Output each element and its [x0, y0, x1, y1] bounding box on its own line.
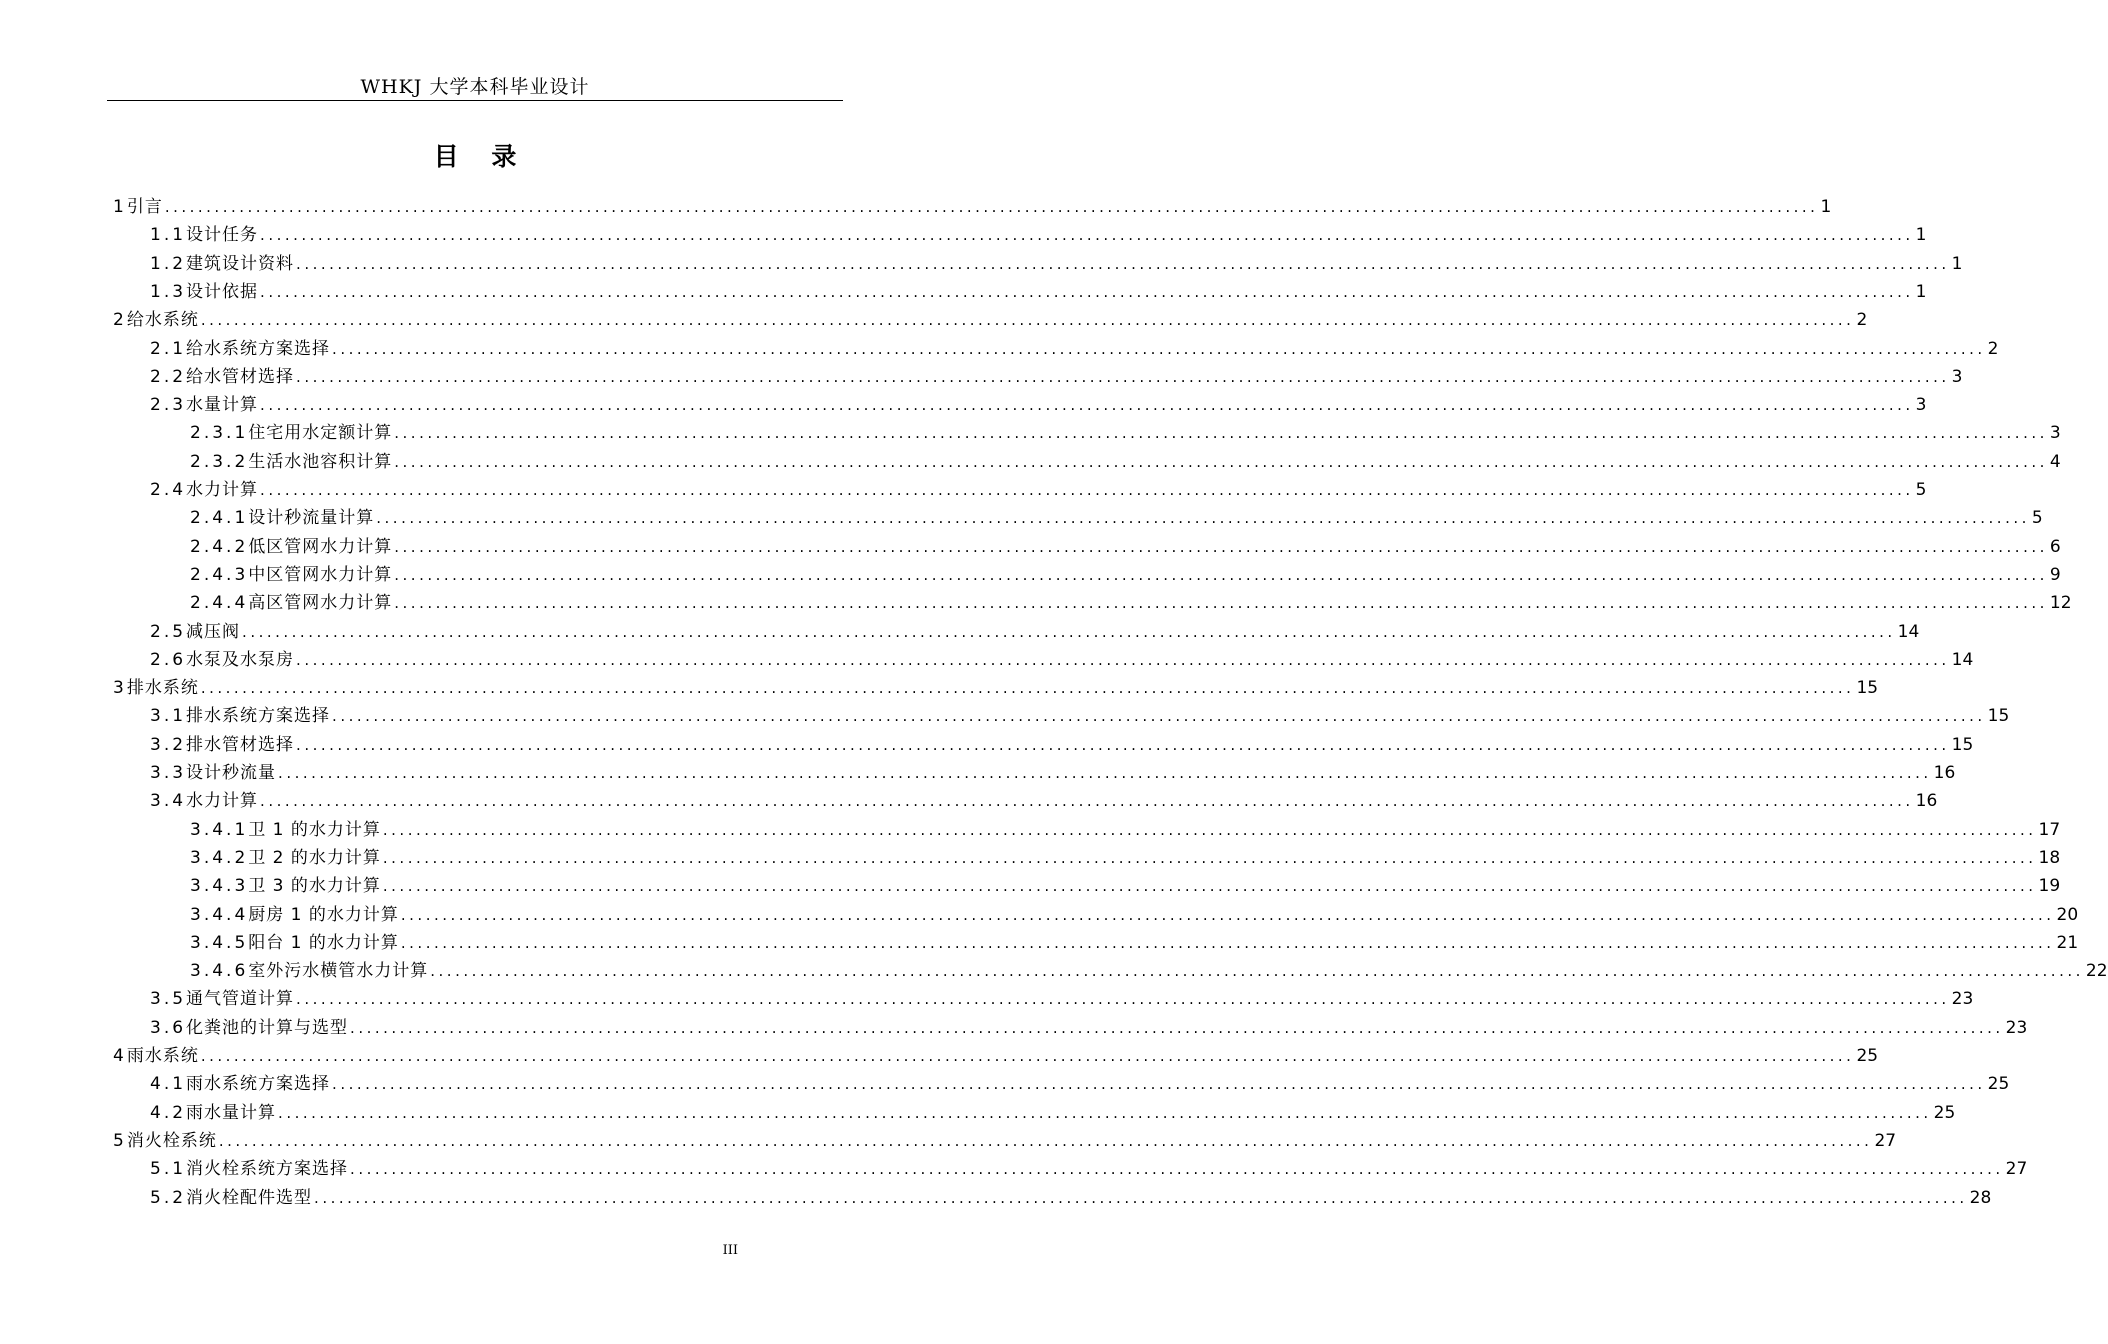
toc-dot-leader: ........................................................................................................................................................................................................: [260, 226, 1914, 245]
toc-entry-number: 2.4.2: [190, 536, 249, 557]
toc-entry-title: 水泵及水泵房: [186, 649, 295, 670]
toc-entry-page: 28: [1969, 1187, 1992, 1208]
toc-entry[interactable]: [190, 872, 2061, 900]
toc-entry[interactable]: [150, 250, 1963, 278]
toc-entry[interactable]: [150, 476, 1927, 504]
toc-dot-leader: ........................................................................................................................................................................................................: [382, 820, 2037, 839]
toc-entry-page: 9: [2049, 564, 2061, 585]
toc-entry-number: 2: [113, 310, 127, 331]
toc-dot-leader: ........................................................................................................................................................................................................: [350, 1018, 2004, 1037]
toc-entry[interactable]: [150, 335, 1999, 363]
toc-entry-number: 3.3: [150, 763, 187, 783]
toc-entry-number: 2.4.4: [190, 593, 249, 614]
toc-entry-title: 雨水系统: [126, 1046, 199, 1066]
toc-dot-leader: ........................................................................................................................................................................................................: [350, 1160, 2004, 1179]
toc-entry-page: 25: [1856, 1046, 1879, 1066]
toc-title: 目 录: [433, 142, 529, 171]
toc-entry[interactable]: [150, 702, 2010, 730]
toc-dot-leader: ........................................................................................................................................................................................................: [332, 1075, 1986, 1094]
toc-entry-page: 2: [1856, 310, 1868, 331]
toc-entry-page: 2: [1987, 338, 1999, 359]
toc-entry[interactable]: [113, 306, 1868, 334]
toc-entry-number: 1.3: [150, 281, 187, 302]
toc-entry-number: 4.1: [150, 1074, 187, 1095]
toc-entry-title: 设计秒流量: [186, 763, 277, 783]
toc-entry-page: 17: [2038, 819, 2061, 840]
toc-dot-leader: ........................................................................................................................................................................................................: [296, 735, 1950, 754]
toc-entry-title: 卫 1 的水力计算: [248, 819, 381, 840]
toc-entry-page: 21: [2056, 932, 2079, 953]
toc-dot-leader: ........................................................................................................................................................................................................: [394, 424, 2048, 443]
toc-entry-title: 消火栓系统方案选择: [186, 1159, 349, 1180]
toc-entry-number: 3.4: [150, 791, 187, 812]
toc-entry-page: 22: [2085, 961, 2108, 982]
toc-entry-page: 4: [2049, 451, 2061, 472]
toc-entry-page: 27: [2005, 1159, 2028, 1180]
toc-entry-title: 给水系统: [126, 310, 199, 331]
toc-entry[interactable]: [190, 816, 2061, 844]
toc-entry-number: 3.6: [150, 1017, 187, 1038]
toc-dot-leader: ........................................................................................................................................................................................................: [278, 764, 1932, 782]
toc-entry[interactable]: [150, 221, 1927, 249]
toc-entry-page: 20: [2056, 904, 2079, 925]
toc-entry-page: 27: [1874, 1130, 1897, 1151]
toc-entry-page: 5: [1915, 480, 1927, 500]
toc-entry-page: 3: [1915, 395, 1927, 416]
toc-entry-number: 5: [113, 1130, 127, 1151]
toc-dot-leader: ........................................................................................................................................................................................................: [200, 1047, 1855, 1065]
toc-entry[interactable]: [150, 1184, 1992, 1212]
toc-entry-title: 排水系统: [126, 678, 199, 699]
toc-dot-leader: ........................................................................................................................................................................................................: [430, 962, 2084, 981]
toc-entry[interactable]: [113, 193, 1832, 221]
toc-entry-page: 1: [1915, 281, 1927, 302]
toc-entry-number: 4: [113, 1046, 127, 1066]
toc-dot-leader: ........................................................................................................................................................................................................: [376, 509, 2030, 528]
toc-entry-page: 3: [1951, 366, 1963, 387]
toc-entry-number: 2.3: [150, 395, 187, 416]
toc-entry-page: 23: [1951, 989, 1974, 1010]
toc-entry[interactable]: [150, 363, 1963, 391]
toc-entry-title: 雨水量计算: [186, 1102, 277, 1123]
toc-entry-number: 4.2: [150, 1102, 187, 1123]
toc-entry-title: 消火栓配件选型: [186, 1187, 313, 1208]
toc-entry-title: 厨房 1 的水力计算: [248, 904, 399, 925]
toc-dot-leader: ........................................................................................................................................................................................................: [400, 905, 2055, 924]
toc-entry-page: 15: [1987, 706, 2010, 727]
toc-entry[interactable]: [150, 1014, 2028, 1042]
toc-entry-number: 3.4.6: [190, 961, 249, 982]
toc-entry-page: 1: [1915, 225, 1927, 246]
toc-entry[interactable]: [190, 844, 2061, 872]
toc-entry-page: 25: [1987, 1074, 2010, 1095]
toc-entry-number: 3.1: [150, 706, 187, 727]
toc-entry-page: 1: [1951, 253, 1963, 274]
toc-entry-title: 设计依据: [186, 281, 259, 302]
toc-dot-leader: ........................................................................................................................................................................................................: [200, 311, 1855, 330]
toc-entry-number: 3.2: [150, 734, 187, 755]
toc-entry-title: 高区管网水力计算: [248, 593, 393, 614]
toc-entry-number: 2.6: [150, 649, 187, 670]
toc-entry-title: 水力计算: [186, 480, 259, 500]
toc-entry-title: 卫 2 的水力计算: [248, 847, 381, 868]
toc-entry-title: 阳台 1 的水力计算: [248, 932, 399, 953]
toc-entry[interactable]: [190, 533, 2061, 561]
toc-entry-title: 卫 3 的水力计算: [248, 876, 381, 897]
toc-dot-leader: ........................................................................................................................................................................................................: [296, 254, 1950, 273]
toc-entry-title: 建筑设计资料: [186, 253, 295, 274]
toc-dot-leader: ........................................................................................................................................................................................................: [296, 650, 1950, 669]
toc-entry-title: 减压阀: [186, 621, 241, 642]
toc-entry-title: 排水系统方案选择: [186, 706, 331, 727]
toc-entry-title: 引言: [126, 197, 163, 217]
toc-entry-number: 1.1: [150, 225, 187, 246]
toc-dot-leader: ........................................................................................................................................................................................................: [394, 594, 2048, 613]
toc-entry[interactable]: [190, 419, 2061, 447]
toc-entry-number: 2.2: [150, 366, 187, 387]
toc-entry-number: 2.5: [150, 621, 187, 642]
toc-entry[interactable]: [190, 929, 2079, 957]
toc-entry-number: 1.2: [150, 253, 187, 274]
toc-dot-leader: ........................................................................................................................................................................................................: [164, 198, 1819, 216]
toc-entry-title: 住宅用水定额计算: [248, 423, 393, 444]
toc-entry-title: 化粪池的计算与选型: [186, 1017, 349, 1038]
toc-entry-page: 16: [1915, 791, 1938, 812]
toc-dot-leader: ........................................................................................................................................................................................................: [260, 282, 1914, 301]
toc-entry-title: 水量计算: [186, 395, 259, 416]
toc-dot-leader: ........................................................................................................................................................................................................: [260, 396, 1914, 415]
header-rule: [107, 100, 843, 101]
toc-entry[interactable]: [190, 901, 2079, 929]
toc-entry-page: 19: [2038, 876, 2061, 897]
toc-entry-page: 14: [1897, 621, 1920, 642]
page-number: III: [722, 1243, 738, 1258]
toc-dot-leader: ........................................................................................................................................................................................................: [242, 622, 1896, 641]
toc-entry[interactable]: [113, 1042, 1879, 1070]
toc-entry[interactable]: [150, 759, 1956, 787]
toc-entry[interactable]: [190, 561, 2061, 589]
toc-entry-number: 3.4.1: [190, 819, 249, 840]
toc-entry[interactable]: [150, 278, 1927, 306]
toc-entry-number: 3.4.4: [190, 904, 249, 925]
toc-dot-leader: ........................................................................................................................................................................................................: [278, 1103, 1932, 1122]
toc-entry-number: 2.3.1: [190, 423, 249, 444]
toc-entry[interactable]: [190, 448, 2061, 476]
toc-entry-title: 给水系统方案选择: [186, 338, 331, 359]
running-header: WHKJ 大学本科毕业设计: [360, 76, 590, 98]
toc-dot-leader: ........................................................................................................................................................................................................: [382, 848, 2037, 867]
toc-entry-number: 3.4.5: [190, 932, 249, 953]
toc-dot-leader: ........................................................................................................................................................................................................: [218, 1131, 1873, 1150]
toc-entry-page: 18: [2038, 847, 2061, 868]
toc-entry-number: 3.5: [150, 989, 187, 1010]
toc-dot-leader: ........................................................................................................................................................................................................: [332, 707, 1986, 726]
toc-entry-number: 2.4.1: [190, 508, 249, 529]
toc-entry-page: 12: [2049, 593, 2072, 614]
toc-dot-leader: ........................................................................................................................................................................................................: [314, 1188, 1968, 1207]
toc-dot-leader: ........................................................................................................................................................................................................: [400, 933, 2055, 952]
toc-entry[interactable]: [113, 674, 1879, 702]
toc-entry-page: 25: [1933, 1102, 1956, 1123]
toc-entry-number: 5.1: [150, 1159, 187, 1180]
toc-entry-page: 1: [1820, 197, 1832, 217]
toc-entry[interactable]: [150, 618, 1920, 646]
toc-entry-title: 雨水系统方案选择: [186, 1074, 331, 1095]
toc-entry-page: 15: [1856, 678, 1879, 699]
toc-dot-leader: ........................................................................................................................................................................................................: [200, 679, 1855, 698]
toc-entry-title: 给水管材选择: [186, 366, 295, 387]
toc-entry-title: 室外污水横管水力计算: [248, 961, 429, 982]
toc-entry-number: 3.4.3: [190, 876, 249, 897]
toc-entry-title: 中区管网水力计算: [248, 564, 393, 585]
toc-entry-title: 水力计算: [186, 791, 259, 812]
toc-entry-number: 3: [113, 678, 127, 699]
toc-entry-number: 1: [113, 197, 127, 217]
toc-entry-title: 低区管网水力计算: [248, 536, 393, 557]
toc-entry-page: 5: [2031, 508, 2043, 529]
toc-entry-page: 23: [2005, 1017, 2028, 1038]
toc-dot-leader: ........................................................................................................................................................................................................: [260, 792, 1914, 811]
toc-entry-title: 通气管道计算: [186, 989, 295, 1010]
toc-entry-page: 3: [2049, 423, 2061, 444]
toc-entry-page: 6: [2049, 536, 2061, 557]
toc-entry[interactable]: [150, 1070, 2010, 1098]
toc-entry[interactable]: [150, 1099, 1956, 1127]
toc-dot-leader: ........................................................................................................................................................................................................: [382, 877, 2037, 896]
toc-dot-leader: ........................................................................................................................................................................................................: [332, 339, 1986, 358]
toc-dot-leader: ........................................................................................................................................................................................................: [394, 452, 2048, 471]
toc-entry-title: 生活水池容积计算: [248, 451, 393, 472]
toc-dot-leader: ........................................................................................................................................................................................................: [296, 367, 1950, 386]
toc-entry[interactable]: [150, 731, 1974, 759]
toc-entry[interactable]: [150, 1155, 2028, 1183]
toc-entry-number: 2.4.3: [190, 564, 249, 585]
toc-entry[interactable]: [150, 391, 1927, 419]
toc-entry-title: 消火栓系统: [126, 1130, 217, 1151]
toc-entry-page: 14: [1951, 649, 1974, 670]
toc-entry-number: 2.4: [150, 480, 187, 500]
toc-entry-page: 16: [1933, 763, 1956, 783]
toc-dot-leader: ........................................................................................................................................................................................................: [394, 565, 2048, 584]
toc-entry-number: 5.2: [150, 1187, 187, 1208]
toc-entry-number: 2.1: [150, 338, 187, 359]
toc-entry-page: 15: [1951, 734, 1974, 755]
toc-entry-title: 排水管材选择: [186, 734, 295, 755]
toc-entry[interactable]: [150, 787, 1938, 815]
toc-dot-leader: ........................................................................................................................................................................................................: [260, 481, 1914, 499]
toc-entry[interactable]: [190, 957, 2108, 985]
toc-entry[interactable]: [113, 1127, 1897, 1155]
toc-dot-leader: ........................................................................................................................................................................................................: [296, 990, 1950, 1009]
toc-entry[interactable]: [150, 985, 1974, 1013]
toc-entry-title: 设计秒流量计算: [248, 508, 375, 529]
toc-entry-title: 设计任务: [186, 225, 259, 246]
toc-entry-number: 2.3.2: [190, 451, 249, 472]
toc-entry[interactable]: [190, 504, 2043, 532]
toc-entry-number: 3.4.2: [190, 847, 249, 868]
toc-entry[interactable]: [150, 646, 1974, 674]
toc-dot-leader: ........................................................................................................................................................................................................: [394, 537, 2048, 556]
toc-entry[interactable]: [190, 589, 2072, 617]
